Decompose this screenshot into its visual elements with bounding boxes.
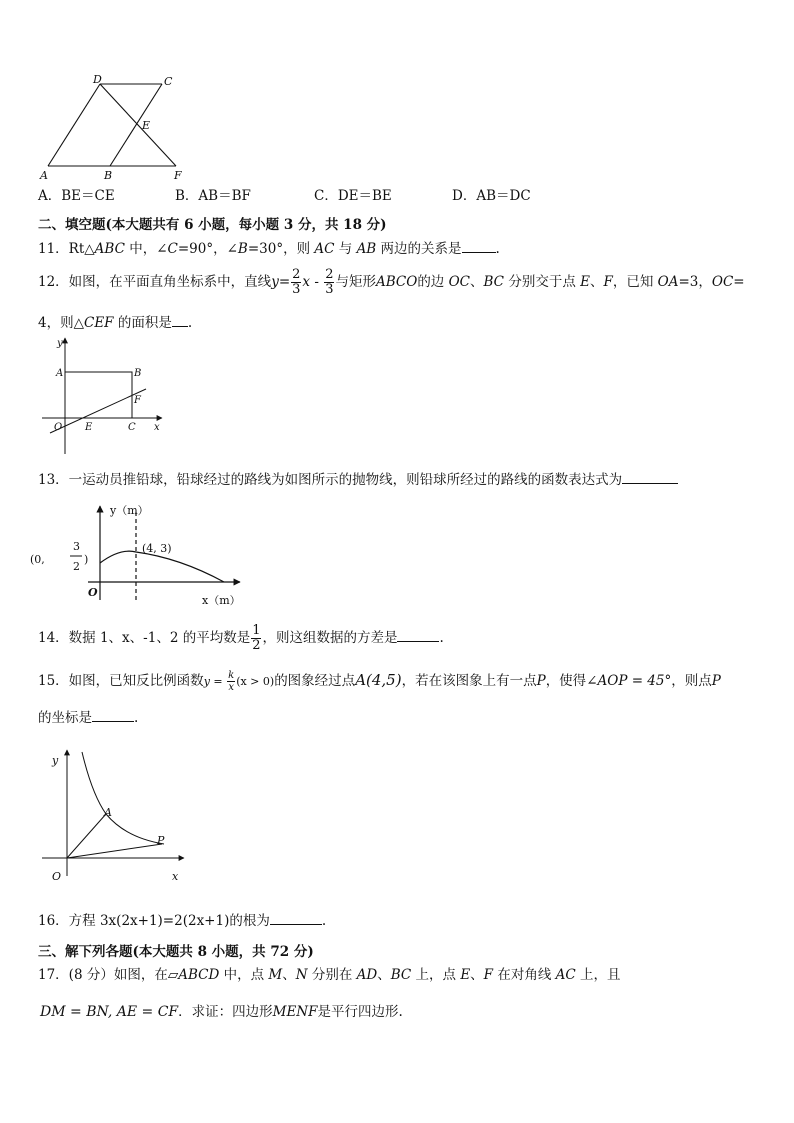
q17-sep1: 、 [282, 967, 296, 983]
q16-prefix: 16．方程 3x(2x+1)=2(2x+1)的根为 [38, 913, 270, 929]
q15-func-y: y [203, 675, 210, 688]
q15-func-eq: = [209, 675, 227, 688]
q15-dot: . [134, 710, 139, 726]
q15-line2: 的坐标是 [38, 710, 92, 726]
label-O: O [88, 586, 98, 599]
q12-e: E [580, 274, 590, 290]
segment-DF [100, 84, 176, 166]
q12-f1-num: 2 [292, 267, 301, 282]
q17-line2b: 是平行四边形. [317, 1004, 403, 1020]
label-ylabel: y（m） [110, 504, 149, 517]
q12-cef: CEF [83, 315, 114, 331]
label-B: B [104, 169, 113, 182]
question-17-line1 [38, 966, 621, 984]
q12-f1-den: 3 [292, 282, 301, 297]
hyperbola-curve [82, 752, 164, 844]
label-y: y [57, 338, 63, 349]
q12-mid2: 的边 [417, 274, 449, 290]
label-F: F [174, 169, 182, 182]
parabola [100, 551, 224, 582]
q14-prefix: 14．数据 1、x、-1、2 的平均数是 [38, 630, 251, 646]
q17-cond: DM = BN, AE = CF [40, 1004, 179, 1020]
q12-comma: 、 [589, 274, 604, 290]
question-16 [38, 910, 326, 930]
q17-sep2: 、 [377, 967, 391, 983]
q12-prefix: 12．如图，在平面直角坐标系中，直线 [38, 274, 272, 290]
q12-oc: OC [448, 274, 471, 290]
label-start-post: ) [84, 553, 89, 566]
q11-c: C [167, 241, 178, 257]
q11-ac: AC [314, 241, 335, 257]
q12-val1: =3， [678, 274, 712, 290]
q12-eq: = [278, 274, 291, 290]
q17-mid1: 中，点 [219, 967, 269, 983]
q15-mid2: ，若在该图象上有一点 [401, 673, 537, 689]
q14-answer-blank[interactable] [397, 627, 439, 642]
label-xlabel: x（m） [202, 594, 241, 607]
q12-dot: . [187, 315, 193, 331]
question-15-line1 [38, 670, 721, 693]
label-O: O [52, 870, 62, 883]
figure-q10 [36, 74, 196, 186]
label-start-num: 3 [73, 540, 80, 553]
q15-func-k: k [228, 670, 235, 681]
q11-answer-blank[interactable] [462, 238, 496, 253]
q15-mid4: ，则点 [671, 673, 712, 689]
q17-abcd: ABCD [178, 967, 220, 983]
q12-val2: = [733, 274, 745, 290]
label-C: C [128, 422, 136, 433]
option-b: B．AB＝BF [175, 188, 251, 204]
figure-q13 [30, 500, 250, 610]
q17-f: F [483, 967, 494, 983]
q14-dot: . [439, 630, 444, 646]
q17-ad: AD [356, 967, 378, 983]
option-d: D．AB＝DC [452, 188, 531, 204]
label-A: A [104, 806, 112, 819]
q11-ab: AB [356, 241, 377, 257]
q15-cond: (x > 0) [236, 675, 275, 688]
question-14 [38, 624, 444, 653]
q13-text: 13．一运动员推铅球，铅球经过的路线为如图所示的抛物线，则铅球所经过的路线的函数表达式为 [38, 472, 623, 488]
q17-bc: BC [390, 967, 412, 983]
q12-fraction-1 [291, 268, 301, 297]
q15-func-fraction [227, 670, 235, 693]
label-D: D [93, 74, 102, 86]
question-17-line2 [40, 1003, 403, 1021]
question-15-line2 [38, 707, 138, 727]
q15-mid1: 的图象经过点 [274, 673, 356, 689]
segment-oa [67, 814, 106, 858]
q17-mid4: 在对角线 [493, 967, 556, 983]
option-a: A．BE＝CE [38, 188, 115, 204]
q15-p: P [536, 673, 546, 689]
q12-mid3: 分别交于点 [504, 274, 581, 290]
q12-answer-blank[interactable] [172, 312, 188, 327]
q11-mid1: 中，∠ [124, 241, 168, 257]
q14-mid: ，则这组数据的方差是 [262, 630, 398, 646]
q15-point-a: A(4,5) [355, 671, 402, 689]
figure-q12 [42, 334, 172, 458]
q15-p2: P [711, 673, 721, 689]
q15-mid3: ，使得 [545, 673, 587, 689]
q11-b: B [237, 241, 248, 257]
q12-f2-num: 2 [325, 267, 334, 282]
q15-angle: ∠AOP = 45° [586, 673, 672, 689]
label-point: (4, 3) [142, 542, 172, 555]
q17-n: N [295, 967, 308, 983]
q12-f: F [603, 274, 613, 290]
q13-answer-blank[interactable] [622, 469, 678, 484]
section-heading-solve: 三、解下列各题(本大题共 8 小题，共 72 分) [38, 944, 314, 960]
q12-fraction-2 [324, 268, 334, 297]
q17-sep3: 、 [470, 967, 484, 983]
label-E: E [85, 422, 93, 433]
q12-abco: ABCO [375, 274, 418, 290]
segment-CB [110, 84, 162, 166]
q15-answer-blank[interactable] [92, 707, 134, 722]
q12-mid4: ，已知 [612, 274, 658, 290]
question-12-line1 [38, 268, 745, 297]
question-12-line2 [38, 312, 192, 332]
label-A: A [40, 169, 48, 182]
q11-mid2: =90°，∠ [177, 241, 238, 257]
q17-prefix: 17．(8 分）如图，在▱ [38, 967, 179, 983]
label-B: B [134, 368, 142, 379]
q11-end: 两边的关系是 [376, 241, 462, 257]
label-O: O [54, 422, 63, 433]
question-11 [38, 238, 500, 258]
q11-prefix: 11．Rt△ [38, 241, 95, 257]
q17-line2: ．求证：四边形 [178, 1004, 273, 1020]
segment-op [67, 844, 162, 858]
q17-mid3: 上，点 [411, 967, 461, 983]
label-A: A [56, 368, 64, 379]
option-c: C．DE＝BE [314, 188, 392, 204]
section-heading-fill-in: 二、填空题(本大题共有 6 小题，每小题 3 分，共 18 分) [38, 217, 387, 233]
question-13 [38, 469, 678, 489]
label-start-den: 2 [73, 560, 80, 573]
q12-minus: - [310, 274, 324, 290]
q11-dot: . [495, 241, 500, 257]
q17-ac: AC [555, 967, 576, 983]
label-P: P [157, 834, 165, 847]
q11-mid3: =30°，则 [247, 241, 315, 257]
q12-mid: 与矩形 [335, 274, 376, 290]
label-F: F [134, 395, 141, 406]
figure-q15 [36, 746, 196, 886]
q14-fraction [251, 624, 261, 653]
q12-x: x [302, 274, 311, 290]
q17-end: 上，且 [575, 967, 621, 983]
q17-mid2: 分别在 [307, 967, 357, 983]
q17-m: M [268, 967, 283, 983]
label-E: E [142, 119, 151, 132]
q16-answer-blank[interactable] [270, 910, 322, 925]
q15-prefix: 15．如图，已知反比例函数 [38, 673, 204, 689]
q17-menf: MENF [272, 1004, 318, 1020]
q12-line2a: 4，则△ [38, 315, 84, 331]
q11-abc: ABC [94, 241, 125, 257]
label-x: x [154, 422, 160, 433]
q17-e: E [460, 967, 471, 983]
label-y: y [52, 754, 59, 767]
q12-line2b: 的面积是 [113, 315, 172, 331]
label-C: C [164, 75, 173, 88]
label-start-pre: (0, [30, 553, 45, 566]
q14-den: 2 [252, 638, 261, 653]
q12-oa: OA [657, 274, 679, 290]
q11-mid4: 与 [334, 241, 357, 257]
q12-oc2: OC [711, 274, 734, 290]
q12-y: y [271, 274, 279, 290]
q12-f2-den: 3 [325, 282, 334, 297]
q16-dot: . [321, 913, 327, 929]
label-x: x [172, 870, 179, 883]
segment-AD [48, 84, 100, 166]
q15-func-x: x [228, 682, 234, 693]
q12-bc: BC [483, 274, 505, 290]
q12-sep: 、 [470, 274, 484, 290]
q14-num: 1 [252, 623, 261, 638]
